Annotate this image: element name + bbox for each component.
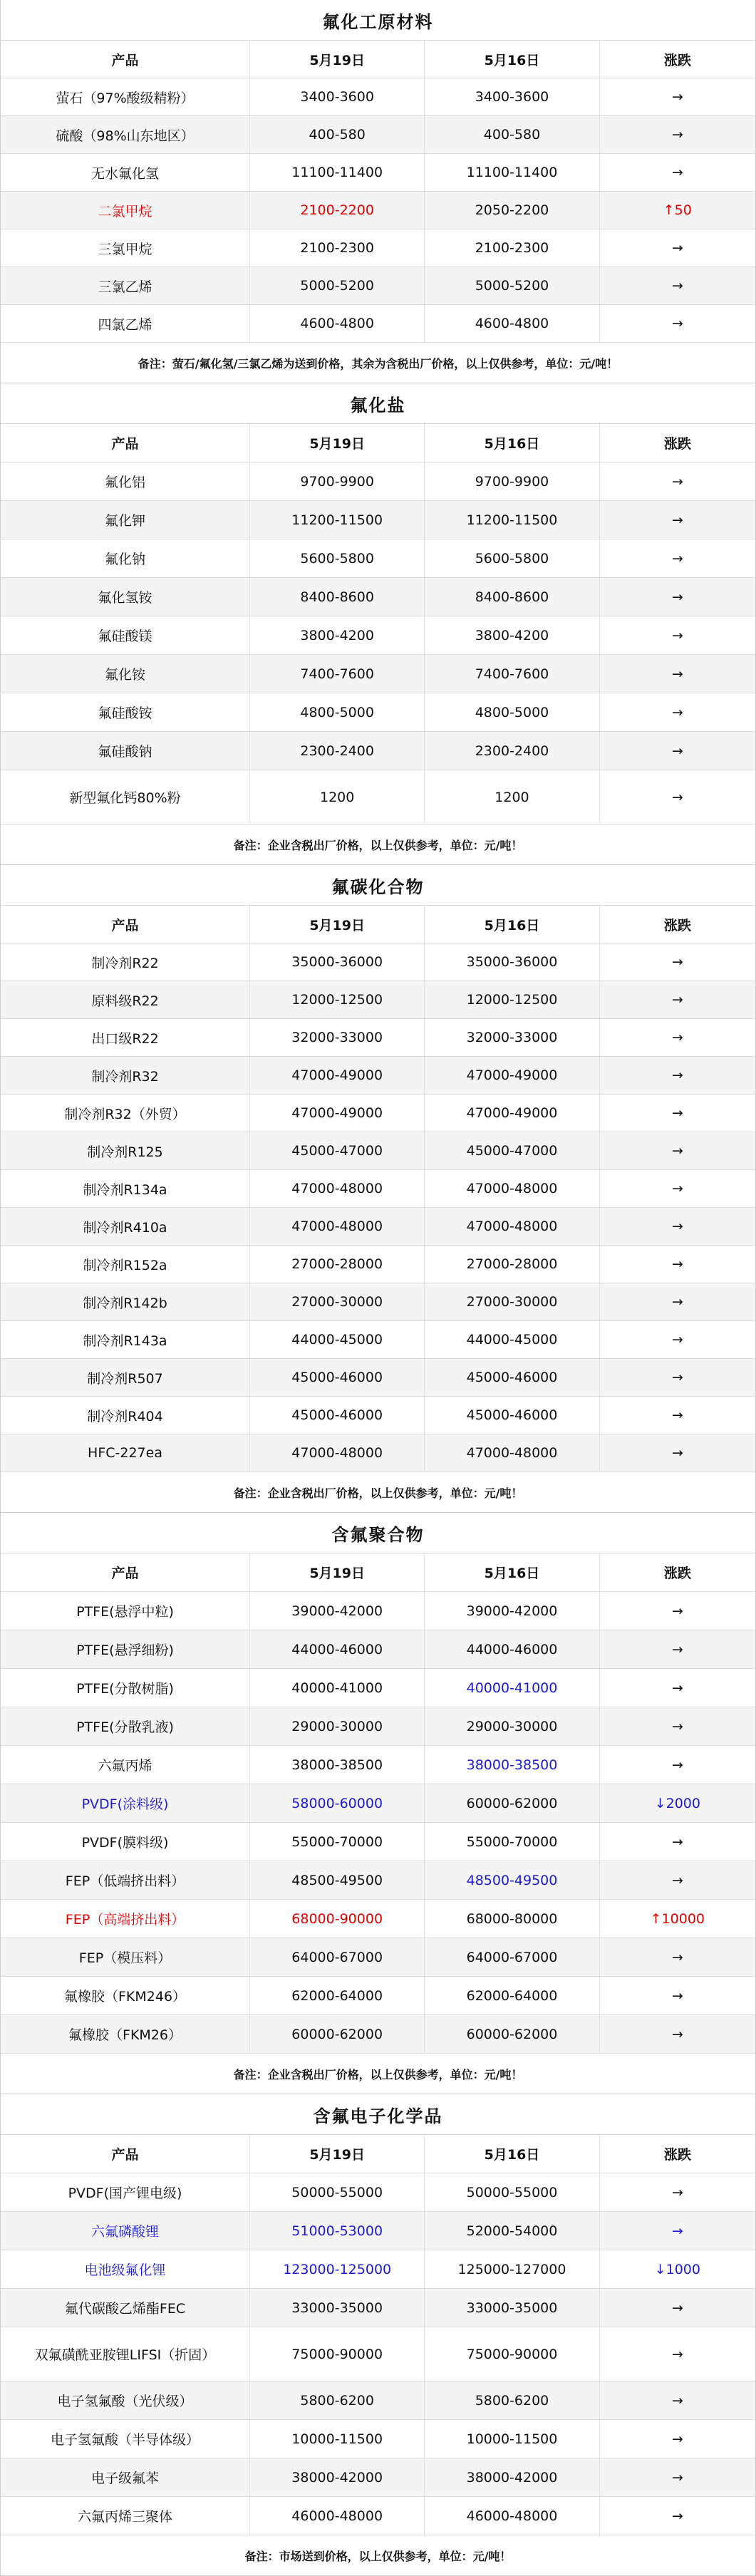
price-previous: 11100-11400 (425, 154, 599, 191)
column-header: 5月19日 (250, 1553, 425, 1591)
price-current: 50000-55000 (250, 2173, 425, 2211)
price-change: → (671, 2431, 683, 2447)
price-change: → (671, 1332, 683, 1348)
table-row (1, 1669, 755, 1707)
price-change: → (671, 2184, 683, 2200)
table-row (1, 981, 755, 1019)
product-name: 无水氟化氢 (1, 154, 250, 191)
product-name: 制冷剂R32 (1, 1057, 250, 1094)
price-change: → (671, 2300, 683, 2316)
product-name: 氟化氢铵 (1, 578, 250, 616)
price-change: → (671, 704, 683, 720)
table-row (1, 2212, 755, 2250)
product-name: 二氯甲烷 (1, 192, 250, 229)
price-previous: 32000-33000 (425, 1019, 599, 1056)
table-row (1, 1057, 755, 1095)
price-previous: 64000-67000 (425, 1938, 599, 1976)
price-current: 3800-4200 (250, 616, 425, 654)
price-previous: 47000-48000 (425, 1170, 599, 1207)
price-change: → (671, 1067, 683, 1083)
table-row (1, 1019, 755, 1057)
price-section (0, 2094, 756, 2576)
section-note: 备注：市场送到价格，以上仅供参考，单位：元/吨！ (1, 2535, 755, 2576)
product-name: FEP（高端挤出料） (1, 1900, 250, 1938)
price-change: → (671, 589, 683, 605)
product-name: 电子氢氟酸（半导体级） (1, 2420, 250, 2458)
column-header: 涨跌 (663, 52, 691, 68)
table-row (1, 2381, 755, 2420)
product-name: 氟化钠 (1, 539, 250, 577)
price-change: → (671, 992, 683, 1008)
price-previous: 60000-62000 (425, 2015, 599, 2053)
column-header: 5月16日 (425, 906, 599, 943)
price-previous: 47000-49000 (425, 1057, 599, 1094)
price-change: → (671, 240, 683, 256)
section-title: 氟化盐 (1, 383, 755, 424)
price-section (0, 383, 756, 865)
column-header: 5月19日 (250, 906, 425, 943)
price-change: → (671, 666, 683, 682)
price-change: → (671, 1757, 683, 1773)
price-previous: 45000-46000 (425, 1397, 599, 1434)
price-previous: 11200-11500 (425, 501, 599, 539)
column-header: 产品 (1, 1553, 250, 1591)
product-name: PVDF(涂料级) (1, 1784, 250, 1822)
price-change: → (671, 550, 683, 567)
table-row (1, 578, 755, 616)
column-header: 5月19日 (250, 424, 425, 462)
price-current: 29000-30000 (250, 1707, 425, 1745)
price-current: 35000-36000 (250, 943, 425, 981)
price-previous: 10000-11500 (425, 2420, 599, 2458)
table-row (1, 154, 755, 192)
table-row (1, 78, 755, 116)
table-row (1, 655, 755, 693)
section-note: 备注：萤石/氟化氢/三氯乙烯为送到价格，其余为含税出厂价格，以上仅供参考，单位：元/吨！ (1, 343, 755, 383)
price-previous: 3400-3600 (425, 78, 599, 115)
price-current: 12000-12500 (250, 981, 425, 1018)
price-previous: 9700-9900 (425, 462, 599, 500)
product-name: 制冷剂R507 (1, 1359, 250, 1396)
price-previous: 40000-41000 (425, 1669, 599, 1707)
column-header: 涨跌 (663, 917, 691, 933)
price-current: 45000-46000 (250, 1359, 425, 1396)
price-previous: 52000-54000 (425, 2212, 599, 2250)
table-row (1, 2420, 755, 2458)
price-current: 10000-11500 (250, 2420, 425, 2458)
product-name: 六氟丙烯三聚体 (1, 2497, 250, 2535)
price-previous: 47000-48000 (425, 1208, 599, 1245)
price-change: ↑10000 (650, 1910, 705, 1927)
price-previous: 44000-46000 (425, 1630, 599, 1668)
price-change: → (671, 1407, 683, 1423)
price-change: → (671, 1872, 683, 1888)
product-name: 制冷剂R22 (1, 943, 250, 981)
price-section (0, 1513, 756, 2094)
table-row (1, 1746, 755, 1784)
table-row (1, 1630, 755, 1669)
product-name: 氟化铵 (1, 655, 250, 693)
price-previous: 33000-35000 (425, 2289, 599, 2327)
price-change: → (671, 1030, 683, 1045)
product-name: 电子级氟苯 (1, 2458, 250, 2496)
product-name: 氟硅酸钠 (1, 732, 250, 770)
price-change: → (671, 127, 683, 143)
product-name: 电子氢氟酸（光伏级） (1, 2381, 250, 2419)
price-current: 68000-90000 (250, 1900, 425, 1938)
product-name: 制冷剂R152a (1, 1246, 250, 1283)
price-current: 38000-42000 (250, 2458, 425, 2496)
table-header-row (1, 1553, 755, 1592)
price-change: → (671, 512, 683, 528)
product-name: 氟化铝 (1, 462, 250, 500)
price-change: → (671, 1949, 683, 1965)
product-name: 制冷剂R32（外贸） (1, 1095, 250, 1132)
price-previous: 5000-5200 (425, 267, 599, 304)
product-name: 新型氟化钙80%粉 (1, 770, 250, 824)
price-previous: 45000-46000 (425, 1359, 599, 1396)
price-current: 62000-64000 (250, 1977, 425, 2014)
price-current: 9700-9900 (250, 462, 425, 500)
table-row (1, 1283, 755, 1321)
price-previous: 46000-48000 (425, 2497, 599, 2535)
table-row (1, 267, 755, 305)
table-row (1, 1977, 755, 2015)
price-current: 64000-67000 (250, 1938, 425, 1976)
price-current: 2300-2400 (250, 732, 425, 770)
price-change: ↓1000 (654, 2261, 700, 2277)
column-header: 5月19日 (250, 41, 425, 78)
price-current: 27000-28000 (250, 1246, 425, 1283)
section-title: 含氟电子化学品 (1, 2094, 755, 2135)
table-row (1, 1707, 755, 1746)
product-name: PVDF(膜料级) (1, 1823, 250, 1861)
price-previous: 5600-5800 (425, 539, 599, 577)
price-change: → (671, 1181, 683, 1196)
table-row (1, 1861, 755, 1900)
price-current: 11100-11400 (250, 154, 425, 191)
table-row (1, 1359, 755, 1397)
table-header-row (1, 41, 755, 78)
product-name: 电池级氟化锂 (1, 2250, 250, 2288)
table-row (1, 192, 755, 229)
price-current: 32000-33000 (250, 1019, 425, 1056)
product-name: 氟橡胶（FKM246） (1, 1977, 250, 2014)
section-note: 备注：企业含税出厂价格，以上仅供参考，单位：元/吨！ (1, 1472, 755, 1513)
table-row (1, 539, 755, 578)
price-previous: 68000-80000 (425, 1900, 599, 1938)
price-change: ↓2000 (654, 1795, 700, 1811)
price-current: 4800-5000 (250, 693, 425, 731)
section-note: 备注：企业含税出厂价格，以上仅供参考，单位：元/吨！ (1, 824, 755, 865)
price-change: → (671, 278, 683, 294)
price-previous: 5800-6200 (425, 2381, 599, 2419)
table-row (1, 732, 755, 770)
price-section (0, 865, 756, 1513)
price-current: 58000-60000 (250, 1784, 425, 1822)
price-previous: 125000-127000 (425, 2250, 599, 2288)
product-name: 六氟磷酸锂 (1, 2212, 250, 2250)
product-name: 氟代碳酸乙烯酯FEC (1, 2289, 250, 2327)
price-previous: 2300-2400 (425, 732, 599, 770)
product-name: 原料级R22 (1, 981, 250, 1018)
table-row (1, 116, 755, 154)
price-change: → (671, 1294, 683, 1310)
table-row (1, 2458, 755, 2497)
column-header: 涨跌 (663, 1566, 691, 1581)
section-title: 氟碳化合物 (1, 865, 755, 906)
table-row (1, 616, 755, 655)
table-row (1, 1823, 755, 1861)
price-previous: 1200 (425, 770, 599, 824)
price-current: 5800-6200 (250, 2381, 425, 2419)
price-current: 7400-7600 (250, 655, 425, 693)
price-previous: 400-580 (425, 116, 599, 153)
price-change: → (671, 1718, 683, 1734)
product-name: FEP（低端挤出料） (1, 1861, 250, 1899)
price-section (0, 0, 756, 383)
price-change: → (671, 1833, 683, 1850)
column-header: 产品 (1, 2135, 250, 2173)
price-current: 8400-8600 (250, 578, 425, 616)
table-row (1, 229, 755, 267)
table-row (1, 1095, 755, 1132)
price-previous: 38000-38500 (425, 1746, 599, 1784)
product-name: 氟硅酸镁 (1, 616, 250, 654)
price-previous: 38000-42000 (425, 2458, 599, 2496)
price-previous: 4800-5000 (425, 693, 599, 731)
price-current: 60000-62000 (250, 2015, 425, 2053)
price-previous: 27000-28000 (425, 1246, 599, 1283)
price-change: → (671, 1680, 683, 1696)
price-current: 47000-48000 (250, 1434, 425, 1471)
product-name: 制冷剂R143a (1, 1321, 250, 1358)
table-row (1, 2497, 755, 2535)
table-row (1, 2327, 755, 2381)
price-previous: 62000-64000 (425, 1977, 599, 2014)
price-change: → (671, 2469, 683, 2486)
price-current: 51000-53000 (250, 2212, 425, 2250)
table-row (1, 1434, 755, 1472)
price-previous: 7400-7600 (425, 655, 599, 693)
price-change: ↑50 (663, 202, 692, 218)
table-row (1, 2250, 755, 2289)
price-previous: 75000-90000 (425, 2327, 599, 2381)
price-previous: 35000-36000 (425, 943, 599, 981)
product-name: 氟化钾 (1, 501, 250, 539)
product-name: PTFE(分散树脂) (1, 1669, 250, 1707)
product-name: FEP（模压料） (1, 1938, 250, 1976)
table-row (1, 943, 755, 981)
table-row (1, 501, 755, 539)
product-name: 三氯乙烯 (1, 267, 250, 304)
product-name: 六氟丙烯 (1, 1746, 250, 1784)
column-header: 5月16日 (425, 1553, 599, 1591)
product-name: PTFE(悬浮细粉) (1, 1630, 250, 1668)
column-header: 产品 (1, 906, 250, 943)
price-current: 45000-46000 (250, 1397, 425, 1434)
price-current: 4600-4800 (250, 305, 425, 342)
column-header: 5月16日 (425, 2135, 599, 2173)
price-current: 47000-49000 (250, 1095, 425, 1132)
price-change: → (671, 316, 683, 331)
product-name: PTFE(分散乳液) (1, 1707, 250, 1745)
price-previous: 27000-30000 (425, 1283, 599, 1320)
price-current: 400-580 (250, 116, 425, 153)
price-change: → (671, 1603, 683, 1619)
table-row (1, 770, 755, 824)
product-name: 双氟磺酰亚胺锂LIFSI（折固） (1, 2327, 250, 2381)
table-row (1, 1938, 755, 1977)
table-row (1, 1900, 755, 1938)
price-change: → (671, 1256, 683, 1272)
product-name: 制冷剂R404 (1, 1397, 250, 1434)
price-current: 48500-49500 (250, 1861, 425, 1899)
column-header: 涨跌 (663, 436, 691, 452)
price-previous: 47000-49000 (425, 1095, 599, 1132)
price-change: → (671, 954, 683, 970)
column-header: 涨跌 (663, 2147, 691, 2163)
price-current: 123000-125000 (250, 2250, 425, 2288)
price-current: 38000-38500 (250, 1746, 425, 1784)
price-change: → (671, 1641, 683, 1657)
price-previous: 45000-47000 (425, 1132, 599, 1169)
price-previous: 50000-55000 (425, 2173, 599, 2211)
price-current: 5600-5800 (250, 539, 425, 577)
price-previous: 3800-4200 (425, 616, 599, 654)
price-current: 44000-45000 (250, 1321, 425, 1358)
table-row (1, 1208, 755, 1246)
price-previous: 4600-4800 (425, 305, 599, 342)
price-change: → (671, 2223, 683, 2239)
section-note: 备注：企业含税出厂价格，以上仅供参考，单位：元/吨！ (1, 2054, 755, 2094)
price-current: 47000-48000 (250, 1208, 425, 1245)
table-row (1, 1397, 755, 1434)
price-change: → (671, 627, 683, 643)
product-name: HFC-227ea (1, 1434, 250, 1471)
price-change: → (671, 2508, 683, 2524)
price-current: 75000-90000 (250, 2327, 425, 2381)
price-change: → (671, 1219, 683, 1234)
table-row (1, 693, 755, 732)
price-current: 44000-46000 (250, 1630, 425, 1668)
table-row (1, 1592, 755, 1630)
price-previous: 2100-2300 (425, 229, 599, 267)
product-name: 萤石（97%酸级精粉） (1, 78, 250, 115)
price-change: → (671, 2392, 683, 2409)
price-current: 11200-11500 (250, 501, 425, 539)
product-name: 硫酸（98%山东地区） (1, 116, 250, 153)
price-change: → (671, 1105, 683, 1121)
price-current: 55000-70000 (250, 1823, 425, 1861)
price-change: → (671, 2026, 683, 2042)
product-name: 氟橡胶（FKM26） (1, 2015, 250, 2053)
table-header-row (1, 424, 755, 462)
price-current: 47000-48000 (250, 1170, 425, 1207)
price-change: → (671, 743, 683, 759)
price-current: 33000-35000 (250, 2289, 425, 2327)
price-current: 39000-42000 (250, 1592, 425, 1630)
product-name: 三氯甲烷 (1, 229, 250, 267)
product-name: 制冷剂R125 (1, 1132, 250, 1169)
price-change: → (671, 1987, 683, 2004)
section-title: 含氟聚合物 (1, 1513, 755, 1553)
column-header: 产品 (1, 41, 250, 78)
price-change: → (671, 89, 683, 105)
price-previous: 2050-2200 (425, 192, 599, 229)
column-header: 5月16日 (425, 424, 599, 462)
table-row (1, 1784, 755, 1823)
price-previous: 55000-70000 (425, 1823, 599, 1861)
price-previous: 48500-49500 (425, 1861, 599, 1899)
price-change: → (671, 165, 683, 180)
price-current: 47000-49000 (250, 1057, 425, 1094)
product-name: 氟硅酸铵 (1, 693, 250, 731)
product-name: 出口级R22 (1, 1019, 250, 1056)
price-current: 3400-3600 (250, 78, 425, 115)
price-change: → (671, 1445, 683, 1461)
table-row (1, 305, 755, 343)
product-name: PTFE(悬浮中粒) (1, 1592, 250, 1630)
price-change: → (671, 1370, 683, 1385)
table-row (1, 2173, 755, 2212)
table-header-row (1, 906, 755, 943)
price-current: 2100-2300 (250, 229, 425, 267)
price-change: → (671, 2346, 683, 2362)
price-previous: 44000-45000 (425, 1321, 599, 1358)
price-current: 40000-41000 (250, 1669, 425, 1707)
table-header-row (1, 2135, 755, 2173)
price-current: 5000-5200 (250, 267, 425, 304)
price-current: 2100-2200 (250, 192, 425, 229)
price-previous: 47000-48000 (425, 1434, 599, 1471)
table-row (1, 1321, 755, 1359)
table-row (1, 2015, 755, 2054)
product-name: PVDF(国产锂电级) (1, 2173, 250, 2211)
price-previous: 39000-42000 (425, 1592, 599, 1630)
product-name: 四氯乙烯 (1, 305, 250, 342)
price-current: 27000-30000 (250, 1283, 425, 1320)
table-row (1, 1132, 755, 1170)
price-previous: 60000-62000 (425, 1784, 599, 1822)
product-name: 制冷剂R410a (1, 1208, 250, 1245)
column-header: 5月16日 (425, 41, 599, 78)
price-change: → (671, 1143, 683, 1159)
section-title: 氟化工原材料 (1, 0, 755, 41)
table-row (1, 1170, 755, 1208)
product-name: 制冷剂R134a (1, 1170, 250, 1207)
table-row (1, 2289, 755, 2327)
column-header: 5月19日 (250, 2135, 425, 2173)
price-previous: 12000-12500 (425, 981, 599, 1018)
price-current: 46000-48000 (250, 2497, 425, 2535)
price-previous: 8400-8600 (425, 578, 599, 616)
price-change: → (671, 789, 683, 805)
price-current: 45000-47000 (250, 1132, 425, 1169)
product-name: 制冷剂R142b (1, 1283, 250, 1320)
price-previous: 29000-30000 (425, 1707, 599, 1745)
price-change: → (671, 473, 683, 490)
table-row (1, 1246, 755, 1283)
price-current: 1200 (250, 770, 425, 824)
column-header: 产品 (1, 424, 250, 462)
table-row (1, 462, 755, 501)
